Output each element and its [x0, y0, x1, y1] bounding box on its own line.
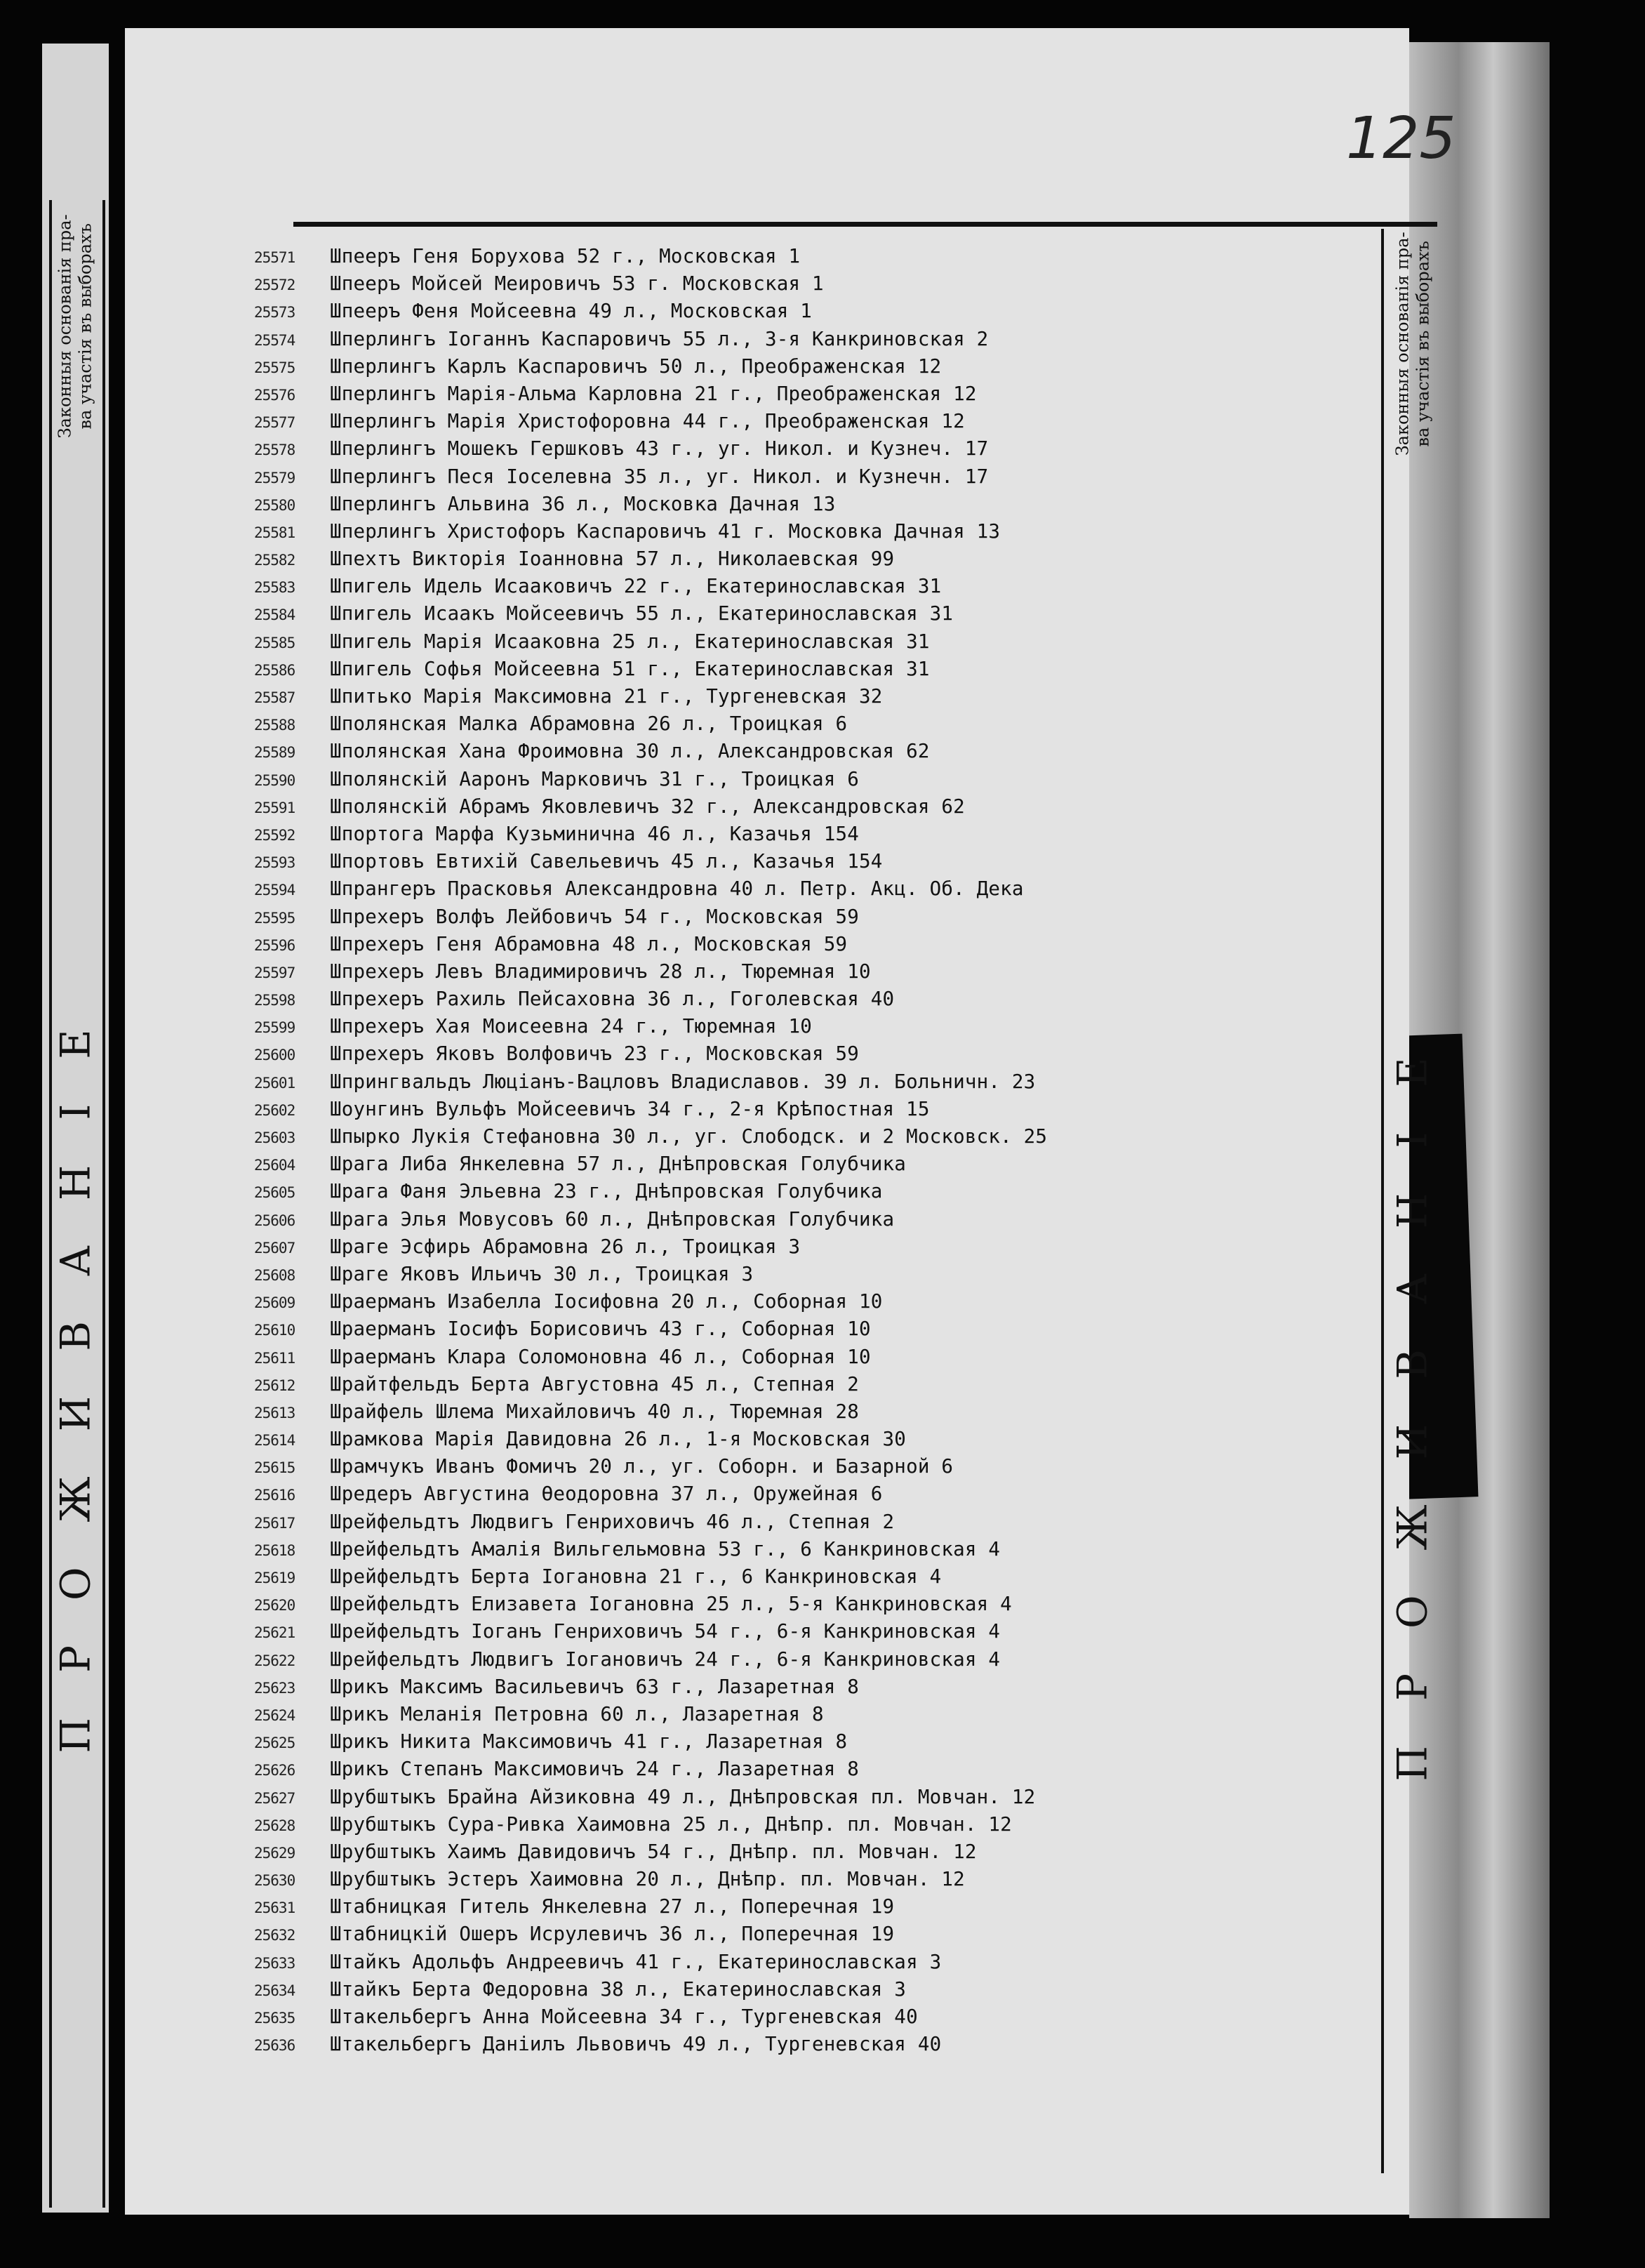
list-item — [254, 1591, 1356, 1618]
entry-number: 25580 — [254, 496, 295, 514]
list-item — [254, 903, 1356, 931]
list-item — [254, 793, 1356, 821]
entry-text: Шрейфельдтъ Іоганъ Генриховичъ 54 г., 6-я Канкриновская 4 — [330, 1620, 1001, 1643]
entry-text: Шполянскій Абрамъ Яковлевичъ 32 г., Александровская 62 — [330, 795, 965, 818]
entry-text: Шполянскій Ааронъ Марковичъ 31 г., Троицкая 6 — [330, 767, 860, 790]
list-item — [254, 600, 1356, 628]
entry-text: Шпрехеръ Геня Абрамовна 48 л., Московская 59 — [330, 932, 848, 955]
entry-number: 25610 — [254, 1322, 295, 1339]
entry-text: Шпрехеръ Волфъ Лейбовичъ 54 г., Московская 59 — [330, 905, 860, 928]
list-item — [254, 958, 1356, 986]
entry-text: Шпигель Софья Мойсеевна 51 г., Екатеринославская 31 — [330, 657, 930, 680]
entry-text: Шрайфель Шлема Михайловичъ 40 л., Тюремная 28 — [330, 1400, 860, 1423]
entry-text: Шперлингъ Альвина 36 л., Московка Дачная 13 — [330, 492, 836, 515]
list-item — [254, 380, 1356, 408]
list-item — [254, 1949, 1356, 1976]
entry-number: 25602 — [254, 1101, 295, 1119]
entry-number: 25622 — [254, 1652, 295, 1669]
entry-number: 25587 — [254, 689, 295, 706]
entry-text: Шрикъ Никита Максимовичъ 41 г., Лазаретная 8 — [330, 1730, 848, 1753]
entry-number: 25596 — [254, 936, 295, 954]
list-item — [254, 1315, 1356, 1343]
list-item — [254, 1701, 1356, 1728]
list-item — [254, 435, 1356, 463]
list-item — [254, 1398, 1356, 1426]
list-item — [254, 1150, 1356, 1178]
list-item — [254, 1536, 1356, 1563]
entry-number: 25592 — [254, 826, 295, 844]
list-item — [254, 986, 1356, 1013]
entry-text: Шпрехеръ Хая Моисеевна 24 г., Тюремная 10 — [330, 1015, 813, 1038]
entry-number: 25611 — [254, 1349, 295, 1367]
list-item — [254, 821, 1356, 848]
entry-text: Шпрангеръ Прасковья Александровна 40 л. Петр. Акц. Об. Дека — [330, 877, 1024, 901]
entry-number: 25595 — [254, 909, 295, 927]
entry-text: Шоунгинъ Вульфъ Мойсеевичъ 34 г., 2-я Крѣпостная 15 — [330, 1097, 930, 1120]
entry-text: Шпрехеръ Левъ Владимировичъ 28 л., Тюремная 10 — [330, 960, 871, 983]
list-item — [254, 1261, 1356, 1288]
entry-text: Шпигель Исаакъ Мойсеевичъ 55 л., Екатеринославская 31 — [330, 602, 954, 625]
list-item — [254, 1426, 1356, 1453]
header-rule — [293, 222, 1437, 227]
list-item — [254, 545, 1356, 573]
page-number: 125 — [1346, 105, 1456, 172]
list-item — [254, 1096, 1356, 1123]
list-item — [254, 1756, 1356, 1783]
entry-text: Шрамкова Марія Давидовна 26 л., 1-я Московская 30 — [330, 1428, 907, 1451]
list-item — [254, 738, 1356, 765]
list-item — [254, 766, 1356, 793]
entry-number: 25599 — [254, 1019, 295, 1037]
entry-number: 25603 — [254, 1129, 295, 1146]
entry-number: 25634 — [254, 1982, 295, 1999]
entry-text: Шрейфельдтъ Людвигъ Генриховичъ 46 л., Степная 2 — [330, 1510, 895, 1533]
entry-text: Шпигель Идель Исааковичъ 22 г., Екатеринославская 31 — [330, 575, 942, 598]
entry-text: Шрамчукъ Иванъ Фомичъ 20 л., уг. Соборн. и Базарной 6 — [330, 1455, 954, 1478]
right-residence-text: ПРОЖИВАНІЕ — [1389, 1012, 1437, 1782]
entry-text: Шраерманъ Изабелла Іосифовна 20 л., Соборная 10 — [330, 1290, 883, 1313]
list-item — [254, 1728, 1356, 1756]
entry-text: Шредеръ Августина Өеодоровна 37 л., Оружейная 6 — [330, 1483, 883, 1506]
entry-text: Шрикъ Меланія Петровна 60 л., Лазаретная 8 — [330, 1702, 824, 1725]
list-item — [254, 1068, 1356, 1096]
entry-text: Шпигель Марія Исааковна 25 л., Екатеринославская 31 — [330, 630, 930, 653]
entry-number: 25593 — [254, 854, 295, 872]
entry-text: Шпееръ Феня Мойсеевна 49 л., Московская 1 — [330, 300, 813, 323]
entry-number: 25588 — [254, 717, 295, 734]
entry-text: Шперлингъ Мошекъ Гершковъ 43 г., уг. Никол. и Кузнеч. 17 — [330, 437, 989, 460]
entry-number: 25590 — [254, 771, 295, 789]
entry-text: Шрикъ Степанъ Максимовичъ 24 г., Лазаретная 8 — [330, 1758, 860, 1781]
entry-number: 25584 — [254, 606, 295, 624]
entry-number: 25585 — [254, 634, 295, 651]
list-item — [254, 463, 1356, 491]
entry-number: 25572 — [254, 277, 295, 294]
entry-number: 25635 — [254, 2010, 295, 2027]
left-legal-basis-text: Законныя основанія пра- ва участія въ выборахъ — [55, 214, 95, 439]
entry-number: 25583 — [254, 579, 295, 597]
voter-entry-list — [254, 243, 1356, 2058]
entry-text: Шперлингъ Песя Іоселевна 35 л., уг. Никол. и Кузнечн. 17 — [330, 465, 989, 488]
entry-number: 25594 — [254, 882, 295, 899]
right-residence-heading — [1381, 730, 1444, 2064]
right-legal-basis-heading — [1381, 211, 1444, 477]
entry-number: 25589 — [254, 744, 295, 762]
entry-number: 25623 — [254, 1679, 295, 1697]
list-item — [254, 2031, 1356, 2058]
list-item — [254, 518, 1356, 545]
entry-number: 25613 — [254, 1404, 295, 1421]
entry-text: Шрикъ Максимъ Васильевичъ 63 г., Лазаретная 8 — [330, 1675, 860, 1698]
entry-number: 25612 — [254, 1377, 295, 1394]
list-item — [254, 1838, 1356, 1866]
list-item — [254, 848, 1356, 875]
list-item — [254, 1371, 1356, 1398]
entry-text: Шперлингъ Марія-Альма Карловна 21 г., Преображенская 12 — [330, 382, 977, 405]
entry-number: 25624 — [254, 1706, 295, 1724]
register-page — [125, 28, 1456, 2215]
list-item — [254, 875, 1356, 903]
entry-number: 25586 — [254, 661, 295, 679]
entry-number: 25617 — [254, 1514, 295, 1532]
entry-text: Шпееръ Геня Борухова 52 г., Московская 1 — [330, 245, 801, 267]
entry-text: Шперлингъ Христофоръ Каспаровичъ 41 г. Московка Дачная 13 — [330, 519, 1001, 543]
list-item — [254, 1344, 1356, 1371]
list-item — [254, 1673, 1356, 1701]
entry-text: Штабницкая Гитель Янкелевна 27 л., Поперечная 19 — [330, 1895, 895, 1918]
list-item — [254, 1811, 1356, 1838]
entry-text: Шрейфельдтъ Елизавета Іогановна 25 л., 5-я Канкриновская 4 — [330, 1593, 1012, 1616]
entry-number: 25632 — [254, 1927, 295, 1944]
entry-text: Шраерманъ Іосифъ Борисовичъ 43 г., Соборная 10 — [330, 1318, 871, 1341]
list-item — [254, 1123, 1356, 1150]
entry-number: 25598 — [254, 992, 295, 1009]
list-item — [254, 1618, 1356, 1645]
entry-text: Шрубштыкъ Сура-Ривка Хаимовна 25 л., Днѣпр. пл. Мовчан. 12 — [330, 1812, 1012, 1836]
right-legal-basis-text: Законныя основанія пра- ва участія въ выборахъ — [1392, 232, 1433, 456]
left-strip-header — [42, 44, 109, 198]
list-item — [254, 1921, 1356, 1948]
entry-text: Шраге Яковъ Ильичъ 30 л., Троицкая 3 — [330, 1262, 754, 1285]
entry-number: 25618 — [254, 1541, 295, 1559]
entry-number: 25607 — [254, 1239, 295, 1256]
entry-text: Шрага Либа Янкелевна 57 л., Днѣпровская Голубчика — [330, 1153, 907, 1176]
entry-text: Шрайтфельдъ Берта Августовна 45 л., Степная 2 — [330, 1372, 860, 1395]
entry-text: Шрага Элья Мовусовъ 60 л., Днѣпровская Голубчика — [330, 1207, 895, 1231]
entry-number: 25631 — [254, 1899, 295, 1917]
list-item — [254, 1646, 1356, 1673]
entry-text: Шрага Фаня Эльевна 23 г., Днѣпровская Голубчика — [330, 1180, 883, 1203]
entry-number: 25633 — [254, 1954, 295, 1972]
entry-text: Шперлингъ Марія Христофоровна 44 г., Преображенская 12 — [330, 410, 965, 433]
entry-text: Шпитько Марія Максимовна 21 г., Тургеневская 32 — [330, 685, 883, 708]
list-item — [254, 1206, 1356, 1233]
entry-number: 25626 — [254, 1762, 295, 1779]
entry-number: 25636 — [254, 2037, 295, 2055]
list-item — [254, 1893, 1356, 1921]
entry-number: 25609 — [254, 1294, 295, 1312]
list-item — [254, 2003, 1356, 2031]
entry-text: Шрейфельдтъ Людвигъ Іогановичъ 24 г., 6-я Канкриновская 4 — [330, 1647, 1001, 1671]
list-item — [254, 1508, 1356, 1536]
entry-number: 25591 — [254, 799, 295, 816]
entry-number: 25615 — [254, 1459, 295, 1477]
entry-number: 25630 — [254, 1872, 295, 1890]
list-item — [254, 1480, 1356, 1508]
entry-number: 25571 — [254, 249, 295, 266]
list-item — [254, 298, 1356, 325]
entry-number: 25616 — [254, 1487, 295, 1504]
entry-text: Шперлингъ Карлъ Каспаровичъ 50 л., Преображенская 12 — [330, 354, 942, 378]
list-item — [254, 1288, 1356, 1315]
entry-text: Штайкъ Адольфъ Андреевичъ 41 г., Екатеринославская 3 — [330, 1950, 942, 1973]
entry-text: Штабницкій Ошеръ Исрулевичъ 36 л., Поперечная 19 — [330, 1923, 895, 1946]
list-item — [254, 270, 1356, 298]
list-item — [254, 1784, 1356, 1811]
entry-number: 25576 — [254, 386, 295, 404]
entry-number: 25627 — [254, 1789, 295, 1807]
list-item — [254, 628, 1356, 656]
list-item — [254, 683, 1356, 710]
entry-text: Шперлингъ Іоганнъ Каспаровичъ 55 л., 3-я Канкриновская 2 — [330, 327, 989, 350]
entry-number: 25608 — [254, 1266, 295, 1284]
list-item — [254, 1040, 1356, 1068]
entry-number: 25606 — [254, 1212, 295, 1229]
entry-number: 25600 — [254, 1047, 295, 1064]
list-item — [254, 656, 1356, 683]
list-item — [254, 573, 1356, 600]
entry-number: 25579 — [254, 469, 295, 486]
entry-text: Шрубштыкъ Хаимъ Давидовичъ 54 г., Днѣпр. пл. Мовчан. 12 — [330, 1840, 977, 1863]
list-item — [254, 1233, 1356, 1261]
entry-text: Штайкъ Берта Федоровна 38 л., Екатеринославская 3 — [330, 1977, 907, 2001]
list-item — [254, 326, 1356, 353]
entry-number: 25574 — [254, 331, 295, 349]
entry-text: Шполянская Хана Фроимовна 30 л., Александровская 62 — [330, 740, 930, 763]
entry-text: Шрейфельдтъ Берта Іогановна 21 г., 6 Канкриновская 4 — [330, 1565, 942, 1588]
entry-text: Шрубштыкъ Эстеръ Хаимовна 20 л., Днѣпр. пл. Мовчан. 12 — [330, 1868, 965, 1891]
list-item — [254, 408, 1356, 435]
entry-number: 25629 — [254, 1844, 295, 1862]
list-item — [254, 1178, 1356, 1205]
entry-text: Шпырко Лукія Стефановна 30 л., уг. Слободск. и 2 Московск. 25 — [330, 1125, 1048, 1148]
entry-text: Шпортовъ Евтихій Савельевичъ 45 л., Казачья 154 — [330, 850, 883, 873]
entry-number: 25582 — [254, 552, 295, 569]
entry-number: 25578 — [254, 442, 295, 459]
list-item — [254, 243, 1356, 270]
entry-text: Шпрингвальдъ Люціанъ-Вацловъ Владиславов. 39 л. Больничн. 23 — [330, 1070, 1036, 1093]
entry-text: Шпрехеръ Рахиль Пейсаховна 36 л., Гоголевская 40 — [330, 988, 895, 1011]
entry-text: Шпееръ Мойсей Меировичъ 53 г. Московская 1 — [330, 272, 824, 296]
entry-text: Штакельбергъ Анна Мойсеевна 34 г., Тургеневская 40 — [330, 2005, 918, 2028]
entry-number: 25628 — [254, 1817, 295, 1834]
list-item — [254, 1866, 1356, 1893]
entry-number: 25597 — [254, 964, 295, 981]
left-residence-heading — [42, 702, 109, 2036]
entry-number: 25575 — [254, 359, 295, 376]
entry-text: Шраерманъ Клара Соломоновна 46 л., Соборная 10 — [330, 1345, 871, 1368]
entry-number: 25573 — [254, 304, 295, 321]
list-item — [254, 1976, 1356, 2003]
entry-number: 25625 — [254, 1735, 295, 1752]
entry-text: Шпортога Марфа Кузьминична 46 л., Казачья 154 — [330, 822, 860, 845]
list-item — [254, 1563, 1356, 1591]
left-residence-text: ПРОЖИВАНІЕ — [51, 984, 100, 1753]
entry-number: 25619 — [254, 1570, 295, 1586]
entry-text: Шрубштыкъ Брайна Айзиковна 49 л., Днѣпровская пл. Мовчан. 12 — [330, 1785, 1036, 1808]
entry-number: 25604 — [254, 1157, 295, 1174]
list-item — [254, 353, 1356, 380]
entry-number: 25577 — [254, 414, 295, 432]
entry-text: Шраге Эсфирь Абрамовна 26 л., Троицкая 3 — [330, 1235, 801, 1258]
entry-number: 25601 — [254, 1074, 295, 1092]
entry-number: 25581 — [254, 524, 295, 541]
entry-text: Шполянская Малка Абрамовна 26 л., Троицкая 6 — [330, 712, 848, 736]
entry-number: 25605 — [254, 1184, 295, 1202]
left-legal-basis-heading — [42, 200, 109, 453]
list-item — [254, 491, 1356, 518]
list-item — [254, 931, 1356, 958]
entry-text: Штакельбергъ Даніилъ Львовичъ 49 л., Тургеневская 40 — [330, 2033, 942, 2056]
entry-text: Шрейфельдтъ Амалія Вильгельмовна 53 г., 6 Канкриновская 4 — [330, 1537, 1001, 1560]
list-item — [254, 1453, 1356, 1480]
entry-text: Шпрехеръ Яковъ Волфовичъ 23 г., Московская 59 — [330, 1042, 860, 1066]
entry-text: Шпехтъ Викторія Іоанновна 57 л., Николаевская 99 — [330, 548, 895, 571]
entry-number: 25614 — [254, 1432, 295, 1450]
list-item — [254, 710, 1356, 738]
list-item — [254, 1013, 1356, 1040]
entry-number: 25621 — [254, 1624, 295, 1642]
entry-number: 25620 — [254, 1597, 295, 1614]
